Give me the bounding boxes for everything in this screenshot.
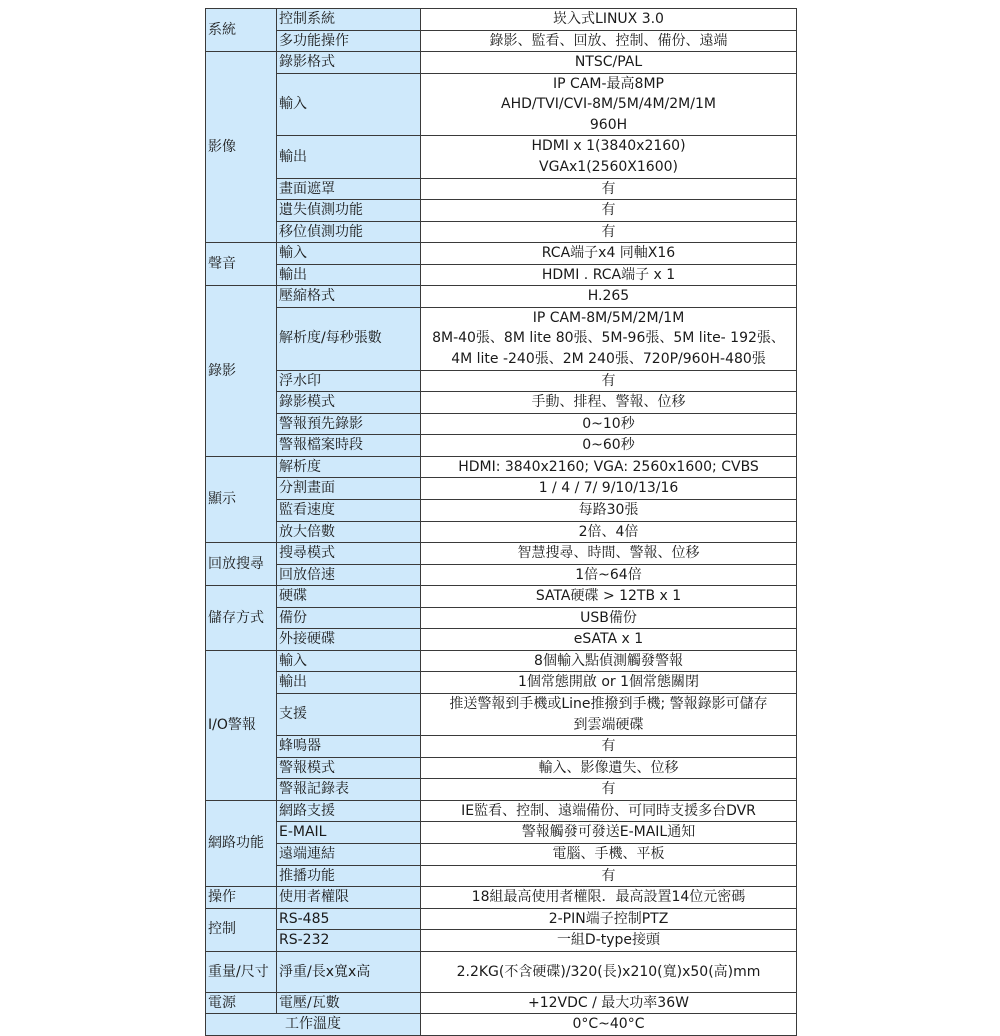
value-line: RCA端子x4 同軸X16 bbox=[541, 245, 676, 262]
table-row bbox=[206, 607, 797, 629]
row-value bbox=[421, 286, 797, 308]
row-value bbox=[421, 52, 797, 74]
row-value bbox=[421, 800, 797, 822]
row-label: 解析度 bbox=[277, 456, 421, 478]
row-value bbox=[421, 370, 797, 392]
row-value bbox=[421, 672, 797, 694]
table-row bbox=[206, 736, 797, 758]
row-label: 輸出 bbox=[277, 136, 421, 178]
row-value bbox=[421, 178, 797, 200]
table-row bbox=[206, 392, 797, 414]
table-row bbox=[206, 413, 797, 435]
row-value bbox=[421, 307, 797, 370]
row-value bbox=[421, 951, 797, 992]
row-label: 畫面遮罩 bbox=[277, 178, 421, 200]
table-row bbox=[206, 286, 797, 308]
table-row bbox=[206, 307, 797, 370]
row-label: 解析度/每秒張數 bbox=[277, 307, 421, 370]
value-line: USB備份 bbox=[580, 609, 637, 626]
table-row bbox=[206, 992, 797, 1014]
category-label: 系統 bbox=[206, 9, 277, 52]
row-label: 輸出 bbox=[277, 672, 421, 694]
row-label-operating-temperature: 工作溫度 bbox=[206, 1014, 421, 1036]
row-value bbox=[421, 843, 797, 865]
value-line: HDMI x 1(3840x2160) bbox=[531, 138, 686, 155]
row-label: 浮水印 bbox=[277, 370, 421, 392]
table-row bbox=[206, 930, 797, 952]
row-label: 淨重/長x寬x高 bbox=[277, 951, 421, 992]
row-value bbox=[421, 413, 797, 435]
table-row bbox=[206, 779, 797, 801]
row-label: 遠端連結 bbox=[277, 843, 421, 865]
row-label: 監看速度 bbox=[277, 499, 421, 521]
row-label: 放大倍數 bbox=[277, 521, 421, 543]
value-line: IP CAM-8M/5M/2M/1M bbox=[532, 309, 685, 326]
table-row bbox=[206, 435, 797, 457]
row-value bbox=[421, 543, 797, 565]
value-line: 2-PIN端子控制PTZ bbox=[548, 910, 669, 927]
value-line: 有 bbox=[601, 867, 616, 884]
row-label: 蜂鳴器 bbox=[277, 736, 421, 758]
table-row bbox=[206, 672, 797, 694]
category-label: 控制 bbox=[206, 908, 277, 951]
value-line: 8個輸入點偵測觸發警報 bbox=[534, 652, 683, 669]
category-label: 儲存方式 bbox=[206, 586, 277, 651]
row-label: 輸入 bbox=[277, 243, 421, 265]
table-row bbox=[206, 9, 797, 31]
spec-table bbox=[205, 8, 797, 1036]
row-label: 壓縮格式 bbox=[277, 286, 421, 308]
row-label: RS-232 bbox=[277, 930, 421, 952]
row-label: 輸出 bbox=[277, 264, 421, 286]
table-row bbox=[206, 521, 797, 543]
category-label: 錄影 bbox=[206, 286, 277, 457]
value-line: +12VDC / 最大功率36W bbox=[528, 994, 689, 1011]
value-line: 4M lite -240張、2M 240張、720P/960H-480張 bbox=[451, 351, 766, 367]
row-label: 輸入 bbox=[277, 650, 421, 672]
table-row bbox=[206, 694, 797, 736]
row-label: 網路支援 bbox=[277, 800, 421, 822]
row-value bbox=[421, 930, 797, 952]
value-line: VGAx1(2560X1600) bbox=[539, 158, 678, 175]
row-value bbox=[421, 564, 797, 586]
value-line: 有 bbox=[601, 180, 616, 197]
row-value bbox=[421, 221, 797, 243]
category-label: I/O警報 bbox=[206, 650, 277, 800]
value-line: 手動、排程、警報、位移 bbox=[531, 394, 686, 411]
value-line: 警報觸發可發送E-MAIL通知 bbox=[521, 824, 696, 841]
value-line: 2倍、4倍 bbox=[578, 523, 639, 540]
value-line: 1 / 4 / 7/ 9/10/13/16 bbox=[538, 480, 679, 497]
spec-table-body bbox=[206, 9, 797, 1036]
row-label: 錄影模式 bbox=[277, 392, 421, 414]
row-label: 硬碟 bbox=[277, 586, 421, 608]
table-row bbox=[206, 456, 797, 478]
table-row bbox=[206, 30, 797, 52]
value-line: H.265 bbox=[587, 288, 630, 305]
row-value bbox=[421, 607, 797, 629]
row-label: 電壓/瓦數 bbox=[277, 992, 421, 1014]
table-row bbox=[206, 178, 797, 200]
row-value bbox=[421, 200, 797, 222]
value-line: 一組D-type接頭 bbox=[556, 932, 661, 949]
table-row bbox=[206, 200, 797, 222]
category-label: 操作 bbox=[206, 887, 277, 909]
value-line: 電腦、手機、平板 bbox=[552, 845, 665, 862]
table-row bbox=[206, 264, 797, 286]
row-value bbox=[421, 865, 797, 887]
row-value bbox=[421, 456, 797, 478]
table-row bbox=[206, 564, 797, 586]
row-label: 控制系統 bbox=[277, 9, 421, 31]
row-value bbox=[421, 629, 797, 651]
row-label: E-MAIL bbox=[277, 822, 421, 844]
table-row bbox=[206, 757, 797, 779]
category-label: 顯示 bbox=[206, 456, 277, 542]
row-value bbox=[421, 586, 797, 608]
row-label: 移位偵測功能 bbox=[277, 221, 421, 243]
row-label: 輸入 bbox=[277, 73, 421, 136]
category-label: 網路功能 bbox=[206, 800, 277, 886]
row-label: 警報模式 bbox=[277, 757, 421, 779]
table-row bbox=[206, 499, 797, 521]
row-value bbox=[421, 757, 797, 779]
table-row bbox=[206, 908, 797, 930]
value-line: 18組最高使用者權限．最高設置14位元密碼 bbox=[471, 889, 746, 906]
value-line: 有 bbox=[601, 202, 616, 219]
row-value bbox=[421, 992, 797, 1014]
value-line: eSATA x 1 bbox=[573, 631, 644, 648]
row-label: 外接硬碟 bbox=[277, 629, 421, 651]
table-row bbox=[206, 865, 797, 887]
value-line: AHD/TVI/CVI-8M/5M/4M/2M/1M bbox=[501, 96, 716, 113]
row-value-operating-temperature: 0°C~40°C bbox=[421, 1014, 797, 1036]
value-line: 有 bbox=[601, 738, 616, 755]
row-label: 備份 bbox=[277, 607, 421, 629]
row-value bbox=[421, 694, 797, 736]
table-row bbox=[206, 543, 797, 565]
value-line: 錄影、監看、回放、控制、備份、遠端 bbox=[489, 32, 728, 49]
row-value bbox=[421, 521, 797, 543]
value-line: 到雲端硬碟 bbox=[573, 716, 644, 733]
row-value bbox=[421, 73, 797, 136]
table-row bbox=[206, 629, 797, 651]
table-row bbox=[206, 800, 797, 822]
table-row bbox=[206, 478, 797, 500]
category-label: 聲音 bbox=[206, 243, 277, 286]
row-value bbox=[421, 264, 797, 286]
table-row bbox=[206, 650, 797, 672]
table-row bbox=[206, 243, 797, 265]
value-line: NTSC/PAL bbox=[574, 54, 643, 71]
value-line: 推送警報到手機或Line推撥到手機; 警報錄影可儲存 bbox=[449, 696, 768, 712]
row-value bbox=[421, 650, 797, 672]
row-value bbox=[421, 887, 797, 909]
category-label: 影像 bbox=[206, 52, 277, 243]
value-line: 0~60秒 bbox=[582, 437, 635, 454]
table-row bbox=[206, 951, 797, 992]
row-label: 支援 bbox=[277, 694, 421, 736]
row-value bbox=[421, 908, 797, 930]
value-line: 有 bbox=[601, 223, 616, 240]
table-row bbox=[206, 370, 797, 392]
value-line: 1倍~64倍 bbox=[575, 566, 642, 583]
row-value bbox=[421, 435, 797, 457]
row-label: 警報記錄表 bbox=[277, 779, 421, 801]
category-label: 電源 bbox=[206, 992, 277, 1014]
row-label: 警報檔案時段 bbox=[277, 435, 421, 457]
row-label: 使用者權限 bbox=[277, 887, 421, 909]
row-label: 多功能操作 bbox=[277, 30, 421, 52]
table-row bbox=[206, 221, 797, 243]
category-label: 重量/尺寸 bbox=[206, 951, 277, 992]
table-row bbox=[206, 73, 797, 136]
row-label: 搜尋模式 bbox=[277, 543, 421, 565]
row-value bbox=[421, 9, 797, 31]
row-label: 推播功能 bbox=[277, 865, 421, 887]
value-line: 1個常態開啟 or 1個常態關閉 bbox=[517, 674, 700, 691]
row-label: RS-485 bbox=[277, 908, 421, 930]
row-label: 遺失偵測功能 bbox=[277, 200, 421, 222]
value-line: 崁入式LINUX 3.0 bbox=[553, 11, 664, 27]
value-line: IP CAM-最高8MP bbox=[553, 75, 664, 92]
value-line: 8M-40張、8M lite 80張、5M-96張、5M lite- 192張、 bbox=[432, 330, 785, 347]
value-line: 每路30張 bbox=[578, 501, 639, 518]
value-line: 0~10秒 bbox=[582, 415, 635, 432]
value-line: 輸入、影像遺失、位移 bbox=[538, 759, 679, 776]
row-value bbox=[421, 822, 797, 844]
row-value bbox=[421, 136, 797, 178]
value-line: 960H bbox=[589, 116, 628, 133]
table-row bbox=[206, 586, 797, 608]
row-label: 分割畫面 bbox=[277, 478, 421, 500]
value-line: HDMI: 3840x2160; VGA: 2560x1600; CVBS bbox=[458, 458, 759, 475]
table-row bbox=[206, 843, 797, 865]
table-row-operating-temperature bbox=[206, 1014, 797, 1036]
row-value bbox=[421, 478, 797, 500]
table-row bbox=[206, 136, 797, 178]
row-label: 回放倍速 bbox=[277, 564, 421, 586]
value-line: 2.2KG(不含硬碟)/320(長)x210(寬)x50(高)mm bbox=[456, 963, 761, 980]
value-line: HDMI . RCA端子 x 1 bbox=[541, 266, 676, 283]
category-label: 回放搜尋 bbox=[206, 543, 277, 586]
row-value bbox=[421, 499, 797, 521]
value-line: 智慧搜尋、時間、警報、位移 bbox=[517, 545, 700, 562]
row-label: 警報預先錄影 bbox=[277, 413, 421, 435]
row-value bbox=[421, 736, 797, 758]
value-line: IE監看、控制、遠端備份、可同時支援多台DVR bbox=[461, 802, 756, 819]
row-value bbox=[421, 779, 797, 801]
row-value bbox=[421, 30, 797, 52]
row-value bbox=[421, 392, 797, 414]
table-row bbox=[206, 822, 797, 844]
row-value bbox=[421, 243, 797, 265]
table-row bbox=[206, 52, 797, 74]
table-row bbox=[206, 887, 797, 909]
value-line: 有 bbox=[601, 781, 616, 798]
value-line: SATA硬碟 > 12TB x 1 bbox=[535, 588, 682, 605]
row-label: 錄影格式 bbox=[277, 52, 421, 74]
value-line: 有 bbox=[601, 372, 616, 389]
